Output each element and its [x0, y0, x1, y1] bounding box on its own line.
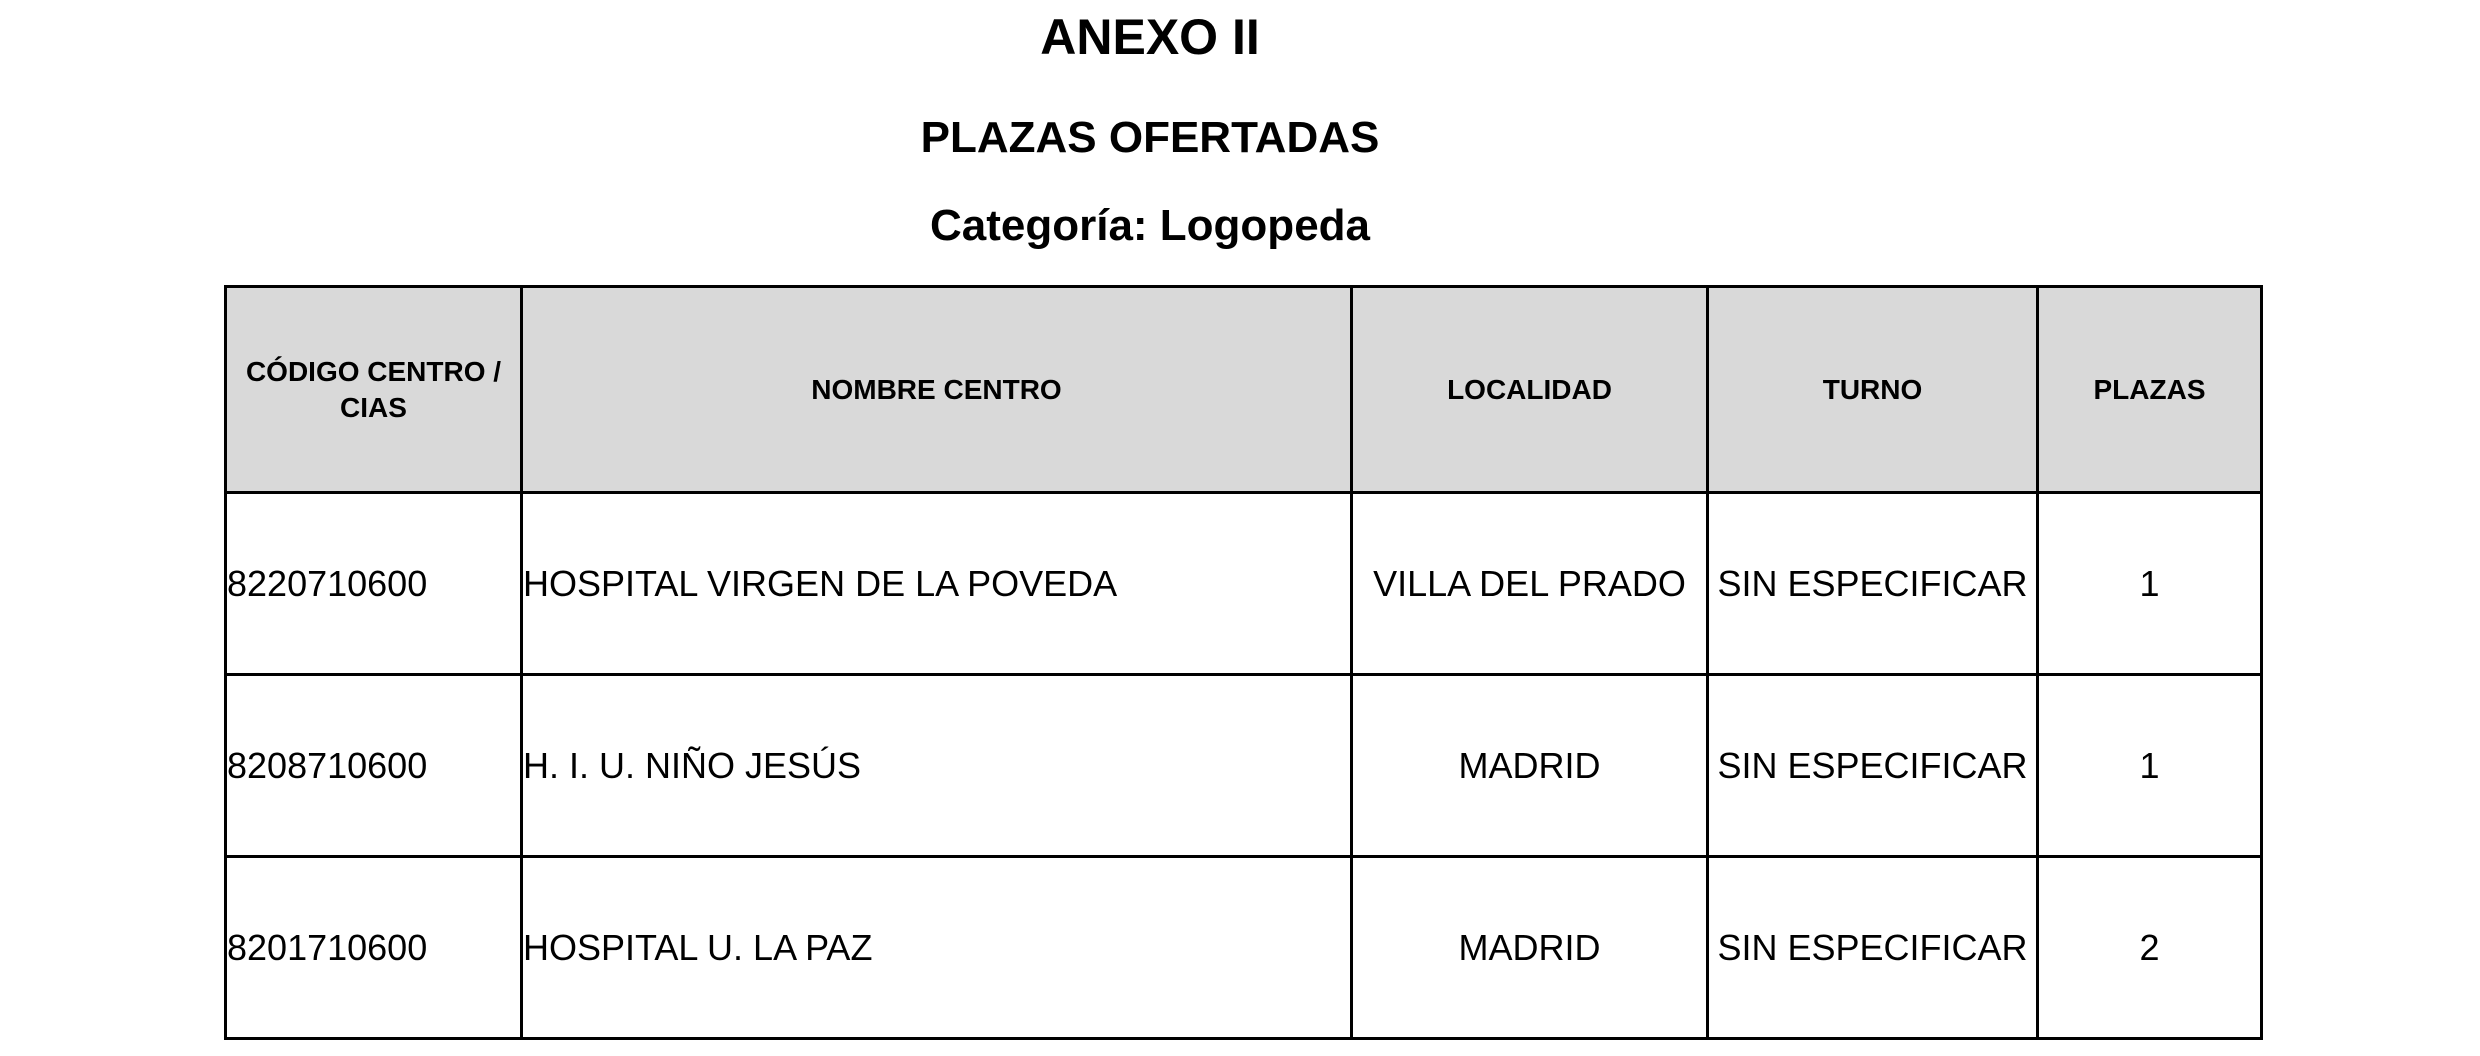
header-nombre-centro: NOMBRE CENTRO [522, 287, 1352, 493]
plazas-table [224, 285, 2263, 1040]
cell-plazas: 1 [2038, 675, 2262, 857]
cell-nombre-centro: HOSPITAL U. LA PAZ [522, 857, 1352, 1039]
cell-nombre-centro: H. I. U. NIÑO JESÚS [522, 675, 1352, 857]
cell-turno: SIN ESPECIFICAR [1708, 675, 2038, 857]
cell-plazas: 2 [2038, 857, 2262, 1039]
annex-title: ANEXO II [1040, 9, 1260, 65]
cell-codigo: 8220710600 [226, 493, 522, 675]
cell-turno: SIN ESPECIFICAR [1708, 493, 2038, 675]
cell-localidad: VILLA DEL PRADO [1352, 493, 1708, 675]
header-turno: TURNO [1708, 287, 2038, 493]
table-row [226, 675, 2262, 857]
cell-nombre-centro: HOSPITAL VIRGEN DE LA POVEDA [522, 493, 1352, 675]
cell-codigo: 8201710600 [226, 857, 522, 1039]
table-row [226, 493, 2262, 675]
document-subtitle: PLAZAS OFERTADAS [920, 113, 1380, 162]
header-localidad: LOCALIDAD [1352, 287, 1708, 493]
category-heading: Categoría: Logopeda [929, 201, 1371, 250]
cell-codigo: 8208710600 [226, 675, 522, 857]
cell-turno: SIN ESPECIFICAR [1708, 857, 2038, 1039]
table-row [226, 857, 2262, 1039]
cell-localidad: MADRID [1352, 857, 1708, 1039]
cell-localidad: MADRID [1352, 675, 1708, 857]
header-codigo-centro-cias: CÓDIGO CENTRO / CIAS [226, 287, 522, 493]
header-plazas: PLAZAS [2038, 287, 2262, 493]
cell-plazas: 1 [2038, 493, 2262, 675]
table-header-row [226, 287, 2262, 493]
